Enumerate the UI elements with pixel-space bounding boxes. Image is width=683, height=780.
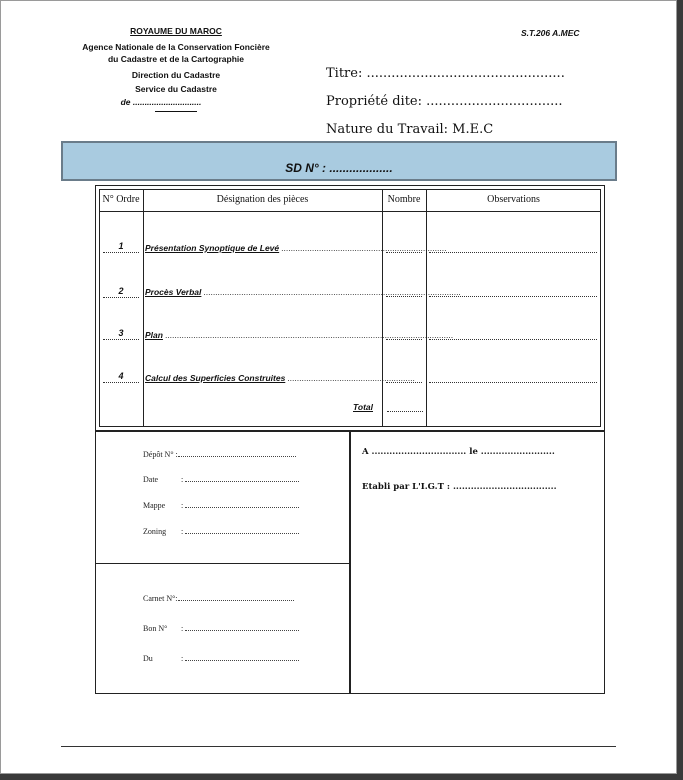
col-divider (382, 189, 383, 427)
total-label: Total (353, 402, 373, 412)
nombre-cell[interactable] (386, 244, 422, 253)
zoning-field: Zoning : (143, 527, 299, 536)
mappe-field: Mappe : (143, 501, 299, 510)
bon-label: Bon N° (143, 624, 168, 633)
date-field: Date : (143, 475, 299, 484)
footer-rule (61, 746, 616, 747)
depot-label: Dépôt N° : (143, 450, 178, 459)
row-number: 4 (103, 371, 139, 383)
row-leader: .......................................................................................................................... (162, 330, 454, 340)
total-cell[interactable] (387, 403, 423, 412)
observations-cell[interactable] (429, 331, 597, 340)
observations-cell[interactable] (429, 288, 597, 297)
row-leader: ............................................................................................................. (201, 287, 462, 297)
pieces-table (99, 189, 601, 427)
bon-field: Bon N° : (143, 624, 299, 633)
signature-box (349, 431, 605, 694)
nombre-cell[interactable] (386, 288, 422, 297)
row-leader: ...................................................... (285, 373, 416, 383)
header-row-divider (99, 211, 601, 212)
depot-field (143, 450, 296, 459)
agency-name-line1: Agence Nationale de la Conservation Foncière (82, 41, 270, 52)
agency-name-line2: du Cadastre et de la Cartographie (107, 54, 245, 64)
direction-name: Direction du Cadastre (131, 69, 221, 80)
observations-cell[interactable] (429, 374, 597, 383)
row-label: Calcul des Superficies Construites (145, 373, 286, 383)
row-designation (145, 330, 454, 341)
date-label: Date (143, 475, 159, 484)
carnet-field (143, 594, 294, 603)
service-name: Service du Cadastre (135, 84, 217, 94)
col-divider (426, 189, 427, 427)
bon-input[interactable] (185, 624, 299, 631)
row-leader: ...................................................................... (279, 243, 447, 253)
row-designation (145, 287, 462, 298)
col-divider (143, 189, 144, 427)
col-header-ordre: N° Ordre (102, 194, 140, 205)
row-label: Présentation Synoptique de Levé (145, 243, 280, 253)
carnet-label: Carnet N°: (143, 594, 178, 603)
mappe-input[interactable] (185, 501, 299, 508)
carnet-input[interactable] (178, 594, 294, 601)
du-label: Du (143, 654, 153, 663)
zoning-input[interactable] (185, 527, 299, 534)
col-header-nombre: Nombre (387, 194, 421, 205)
zoning-label: Zoning (143, 527, 167, 536)
row-number: 2 (103, 286, 139, 298)
observations-cell[interactable] (429, 244, 597, 253)
nature-travail-field: Nature du Travail: M.E.C (326, 122, 494, 137)
row-number: 1 (103, 241, 139, 253)
sd-number-label: SD N° : ................... (285, 161, 393, 175)
service-location: de ............................. (120, 96, 202, 107)
mappe-label: Mappe (143, 501, 166, 510)
row-number: 3 (103, 328, 139, 340)
row-label: Plan (145, 330, 163, 340)
nombre-cell[interactable] (386, 331, 422, 340)
header-divider (155, 110, 197, 112)
place-date-field[interactable]: A ................................ le ......................... (362, 447, 555, 457)
date-input[interactable] (185, 475, 299, 482)
nombre-cell[interactable] (386, 374, 422, 383)
form-reference: S.T.206 A.MEC (521, 28, 580, 38)
du-field: Du : (143, 654, 299, 663)
depot-input[interactable] (178, 450, 296, 457)
row-designation (145, 373, 416, 384)
row-label: Procès Verbal (145, 287, 202, 297)
col-header-designation: Désignation des pièces (216, 194, 309, 205)
row-designation (145, 243, 447, 254)
du-input[interactable] (185, 654, 299, 661)
col-header-observations: Observations (487, 194, 540, 205)
propriete-field: Propriété dite: ................................. (326, 94, 563, 109)
etabli-par-field[interactable]: Etabli par L'I.G.T : ................................... (362, 482, 557, 492)
sd-number-band (61, 141, 617, 181)
issuer-block (61, 25, 291, 112)
titre-field: Titre: ................................................ (326, 66, 565, 81)
kingdom-title: ROYAUME DU MAROC (130, 26, 222, 36)
